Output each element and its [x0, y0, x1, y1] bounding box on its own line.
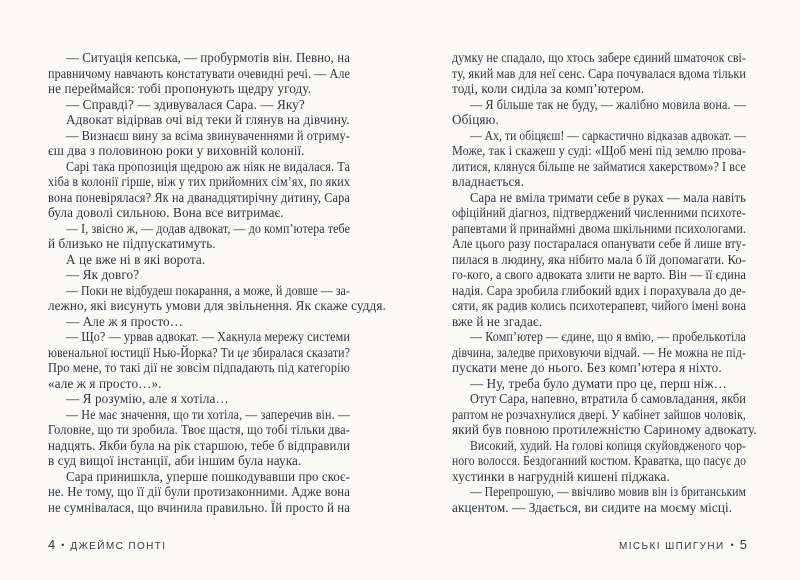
paragraph: [48, 314, 350, 330]
text-line: Головне, що ти зробила. Твоє щастя, що тобі тільки два-: [48, 422, 350, 437]
text-line: ювенальної юстиції Нью-Йорка? Ти це збиралася сказати?: [48, 344, 350, 360]
paragraph: [48, 267, 350, 283]
text-line: хіба в колонії гірше, ніж у тих прийомних сім’ях, по яких: [48, 174, 350, 189]
paragraph: [452, 97, 746, 128]
text-line: хустинки в нагрудній кишені піджака.: [452, 468, 670, 484]
text-line: — Що? — урвав адвокат. — Хакнула мережу системи: [66, 329, 350, 344]
running-title-book: МІСЬКІ ШПИГУНИ: [619, 541, 725, 552]
text-line: «але ж я просто…».: [48, 375, 162, 391]
text-line: й близько не підпускатимуть.: [48, 236, 216, 251]
paragraph: [452, 376, 746, 392]
paragraph: [48, 391, 350, 407]
text-line: — Справді? — здивувалася Сара. — Яку?: [66, 96, 305, 112]
text-line: Сара не вміла тримати себе в руках — мала навіть: [470, 189, 746, 205]
text-line: сяти, як радив колись психотерапевт, чийого імені вона: [452, 298, 746, 313]
text-line: не переймайся: тобі пропонують щедру угоду.: [48, 81, 312, 96]
footer-separator-left: •: [61, 540, 65, 550]
text-line: надцять. Якби була на рік старшою, тебе б відправили: [48, 437, 350, 453]
text-line: — І, звісно ж, — додав адвокат, — до комп’ютера тебе: [66, 220, 350, 236]
text-line: го-кого, а свого адвоката злити не варто. Він — її єдина: [452, 267, 746, 282]
paragraph: [48, 97, 350, 113]
page-left-text-column: [48, 50, 386, 515]
text-line: Але цього разу постаралася опанувати себе й лише вту-: [452, 236, 746, 251]
text-line: була доволі сильною. Вона все витримає.: [48, 205, 284, 220]
footer-separator-right: •: [730, 540, 734, 550]
text-line: владнається.: [452, 174, 524, 189]
page-number-right: 5: [739, 537, 747, 552]
page-right-text-column: [452, 50, 757, 515]
text-line: — Визнаєш вину за всіма звинуваченнями й отриму-: [66, 127, 350, 143]
text-line: — Ах, ти обіцяєш! — саркастично відказав адвокат. —: [470, 127, 746, 143]
text-line: дівчина, заледве приховуючи відчай. — Не можна не під-: [452, 344, 746, 360]
text-line: правничому навчають констатувати очевидні речі. — Але: [48, 65, 350, 81]
text-line: литися, клянуся більше не займатися хакерством»? І все: [452, 158, 746, 174]
text-line: тоді, коли сиділа за комп’ютером.: [452, 81, 645, 96]
text-line: не сумнівалася, що вчинила правильно. Їй просто й на: [48, 499, 350, 515]
text-line: раптом не розчахнулися двері. У кабінет зайшов чоловік,: [452, 406, 746, 422]
text-line: Сарі така пропозиція щедрою аж ніяк не видалася. Та: [66, 158, 350, 174]
text-line: пилася в людину, яка нібито мала б їй допомагати. Ко-: [452, 251, 746, 267]
paragraph: [48, 407, 350, 469]
text-line: Високий, худий. На голові копиця скуйовдженого чор-: [470, 437, 746, 453]
text-line: Може, так і скажеш у суді: «Щоб мені під землю прова-: [452, 143, 746, 158]
paragraph: [452, 50, 746, 97]
text-line: акцентом. — Здається, ви сидите на моєму місці.: [452, 499, 733, 515]
paragraph: [452, 391, 757, 438]
text-line: — Поки не відбудеш покарання, а може, й довше — за-: [66, 282, 350, 298]
paragraph: [452, 128, 746, 190]
running-title-author: ДЖЕЙМС ПОНТІ: [70, 541, 167, 552]
text-line: Про мене, то такі дії не зовсім підпадають під категорію: [48, 360, 350, 375]
text-line: — Не має значення, що ти хотіла, — заперечив він. —: [66, 406, 350, 422]
text-line: вже й не згадає.: [452, 313, 543, 329]
text-line: Отут Сара, напевно, втратила б самовладання, якби: [470, 391, 746, 406]
text-line: думку не спадало, що хтось забере єдиний шматочок сві-: [452, 50, 746, 65]
paragraph: [452, 329, 746, 376]
text-line: — Я розумію, але я хотіла…: [66, 391, 229, 406]
text-line: рапевтами й принаймні двома шкільними психологами.: [452, 220, 746, 236]
text-line: — Але ж я просто…: [66, 313, 184, 329]
paragraph: [48, 329, 350, 391]
text-line: який був повною протилежністю Сариному адвокату.: [452, 422, 757, 437]
text-line: — Ну, треба було думати про це, перш ніж…: [470, 375, 727, 391]
paragraph: [452, 190, 746, 330]
paragraph: [48, 112, 350, 128]
text-line: єш два з половиною роки у виховній колонії.: [48, 143, 305, 158]
footer-right: [619, 536, 747, 554]
text-line: Адвокат відірвав очі від теки й глянув на дівчину.: [66, 112, 350, 127]
text-line: Обіцяю.: [452, 112, 499, 127]
paragraph: [452, 438, 746, 485]
text-line: Сара принишкла, уперше пошкодувавши про скоє-: [66, 468, 350, 484]
text-line: лежно, які висунуть умови для звільнення. Як скаже суддя.: [48, 298, 386, 313]
text-line: не. Не тому, що її дії були протизаконними. Адже вона: [48, 484, 350, 499]
text-line: пускати мене до нього. Без комп’ютера я ніхто.: [452, 360, 722, 375]
paragraph: [48, 159, 350, 221]
paragraph: [48, 252, 350, 268]
text-line: в суд вищої інстанції, аби іншим була наука.: [48, 453, 302, 468]
text-line: — Комп’ютер — єдине, що я вмію, — пробелькотіла: [470, 329, 746, 344]
text-line: ту, який мав для неї сенс. Сара почувалася вдома тільки: [452, 65, 746, 81]
paragraph: [48, 221, 350, 252]
paragraph: [452, 484, 746, 515]
text-line: офіційний діагноз, підтверджений численними психоте-: [452, 205, 746, 220]
text-line: вона поневірялася? Як на дванадцятирічну дитину, Сара: [48, 189, 350, 205]
text-line: — Я більше так не буду, — жалібно мовила вона. —: [470, 96, 746, 112]
text-line: А це вже ні в які ворота.: [66, 251, 206, 267]
page-number-left: 4: [48, 537, 56, 552]
paragraph: [48, 50, 350, 97]
paragraph: [48, 469, 350, 516]
paragraph: [48, 282, 386, 314]
text-line: ного волосся. Бездоганний костюм. Краватка, що пасує до: [452, 453, 746, 468]
text-line: — Ситуація кепська, — пробурмотів він. Певно, на: [66, 50, 350, 65]
text-line: надія. Сара зробила глибокий вдих і порахувала до де-: [452, 282, 746, 298]
text-line: — Перепрошую, — ввічливо мовив він із британським: [470, 484, 746, 499]
paragraph: [48, 128, 350, 159]
footer-left: [48, 536, 166, 554]
text-line: — Як довго?: [66, 267, 140, 282]
